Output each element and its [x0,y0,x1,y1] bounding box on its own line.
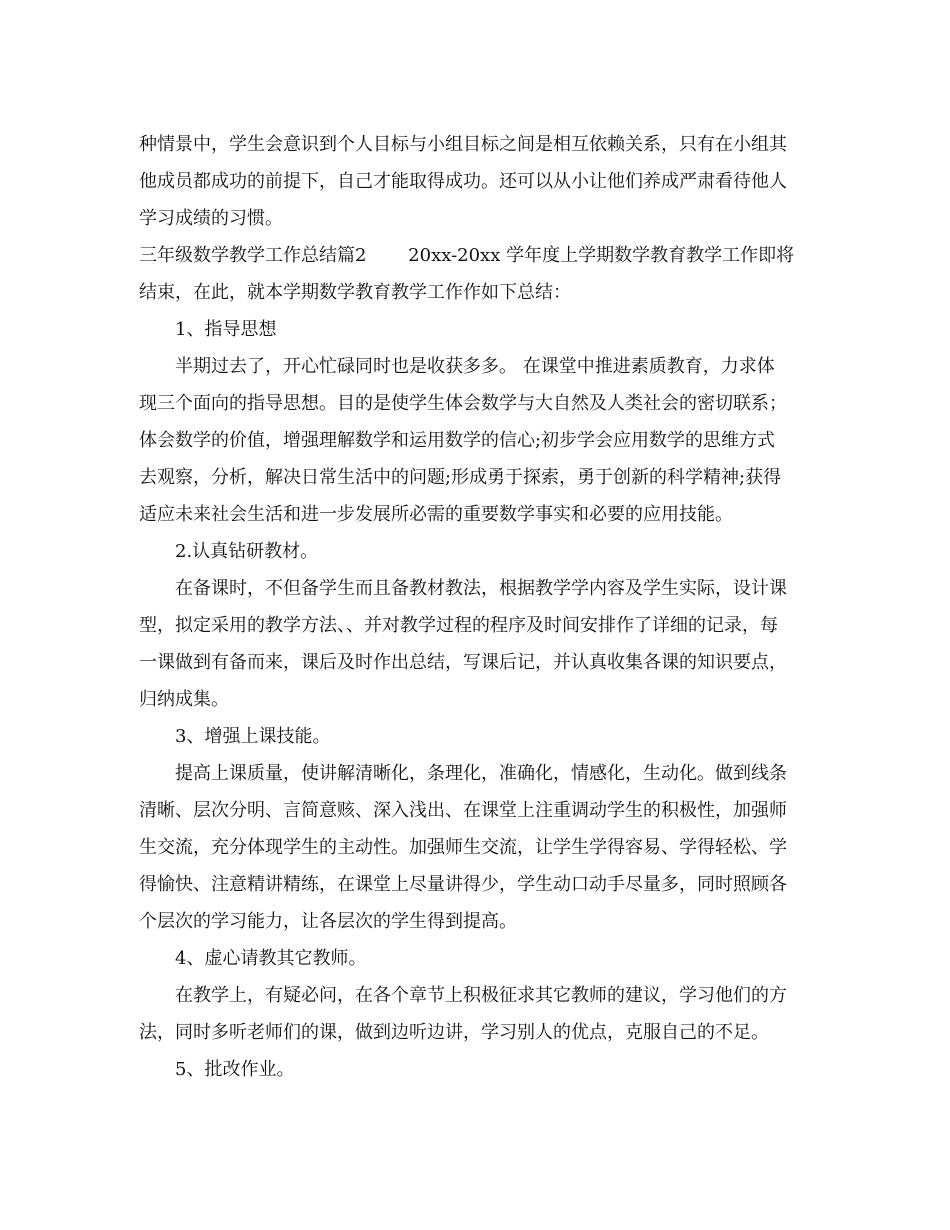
paragraph-line: 适应未来社会生活和进一步发展所必需的重要数学事实和必要的应用技能。 [139,504,733,525]
paragraph-line: 去观察，分析，解决日常生活中的问题;形成勇于探索，勇于创新的科学精神;获得 [139,467,782,488]
paragraph-line: 种情景中，学生会意识到个人目标与小组目标之间是相互依赖关系，只有在小组其 [139,134,787,155]
heading-teaching-skills: 3、增强上课技能。 [175,726,331,747]
paragraph-line: 在教学上，有疑必问，在各个章节上积极征求其它教师的建议，学习他们的方 [175,985,787,1006]
paragraph-line: 法，同时多听老师们的课，做到边听边讲，学习别人的优点，克服自己的不足。 [139,1022,769,1043]
paragraph-line: 体会数学的价值，增强理解数学和运用数学的信心;初步学会应用数学的思维方式 [139,430,776,451]
paragraph-line: 在备课时，不但备学生而且备教材教法，根据教学学内容及学生实际，设计课 [175,578,787,599]
paragraph-line: 清晰、层次分明、言简意赅、深入浅出、在课堂上注重调动学生的积极性，加强师 [139,800,787,821]
paragraph-line: 结束，在此，就本学期数学教育教学工作作如下总结： [139,282,571,303]
heading-consult-teachers: 4、虚心请教其它教师。 [175,948,367,969]
heading-grade-homework: 5、批改作业。 [175,1059,295,1080]
paragraph-line: 得愉快、注意精讲精练，在课堂上尽量讲得少，学生动口动手尽量多，同时照顾各 [139,874,787,895]
paragraph-line: 学习成绩的习惯。 [139,208,283,229]
document-body [139,126,829,1088]
heading-study-materials: 2.认真钻研教材。 [175,541,319,562]
paragraph-line: 个层次的学习能力，让各层次的学生得到提高。 [139,911,517,932]
paragraph-line: 现三个面向的指导思想。目的是使学生体会数学与大自然及人类社会的密切联系； [139,393,787,414]
section-title-line: 三年级数学教学工作总结篇2 20xx-20xx 学年度上学期数学教育教学工作即将 [139,245,795,266]
paragraph-line: 他成员都成功的前提下，自己才能取得成功。还可以从小让他们养成严肃看待他人 [139,171,787,192]
paragraph-line: 型，拟定采用的教学方法、、并对教学过程的程序及时间安排作了详细的记录，每 [139,615,778,636]
paragraph-line: 一课做到有备而来，课后及时作出总结，写课后记，并认真收集各课的知识要点， [139,652,787,673]
paragraph-line: 半期过去了，开心忙碌同时也是收获多多。 在课堂中推进素质教育，力求体 [175,356,775,377]
heading-guiding-thought: 1、指导思想 [175,319,277,340]
paragraph-line: 生交流，充分体现学生的主动性。加强师生交流，让学生学得容易、学得轻松、学 [139,837,787,858]
paragraph-line: 归纳成集。 [139,689,229,710]
paragraph-line: 提高上课质量，使讲解清晰化，条理化，准确化，情感化，生动化。做到线条 [175,763,787,784]
